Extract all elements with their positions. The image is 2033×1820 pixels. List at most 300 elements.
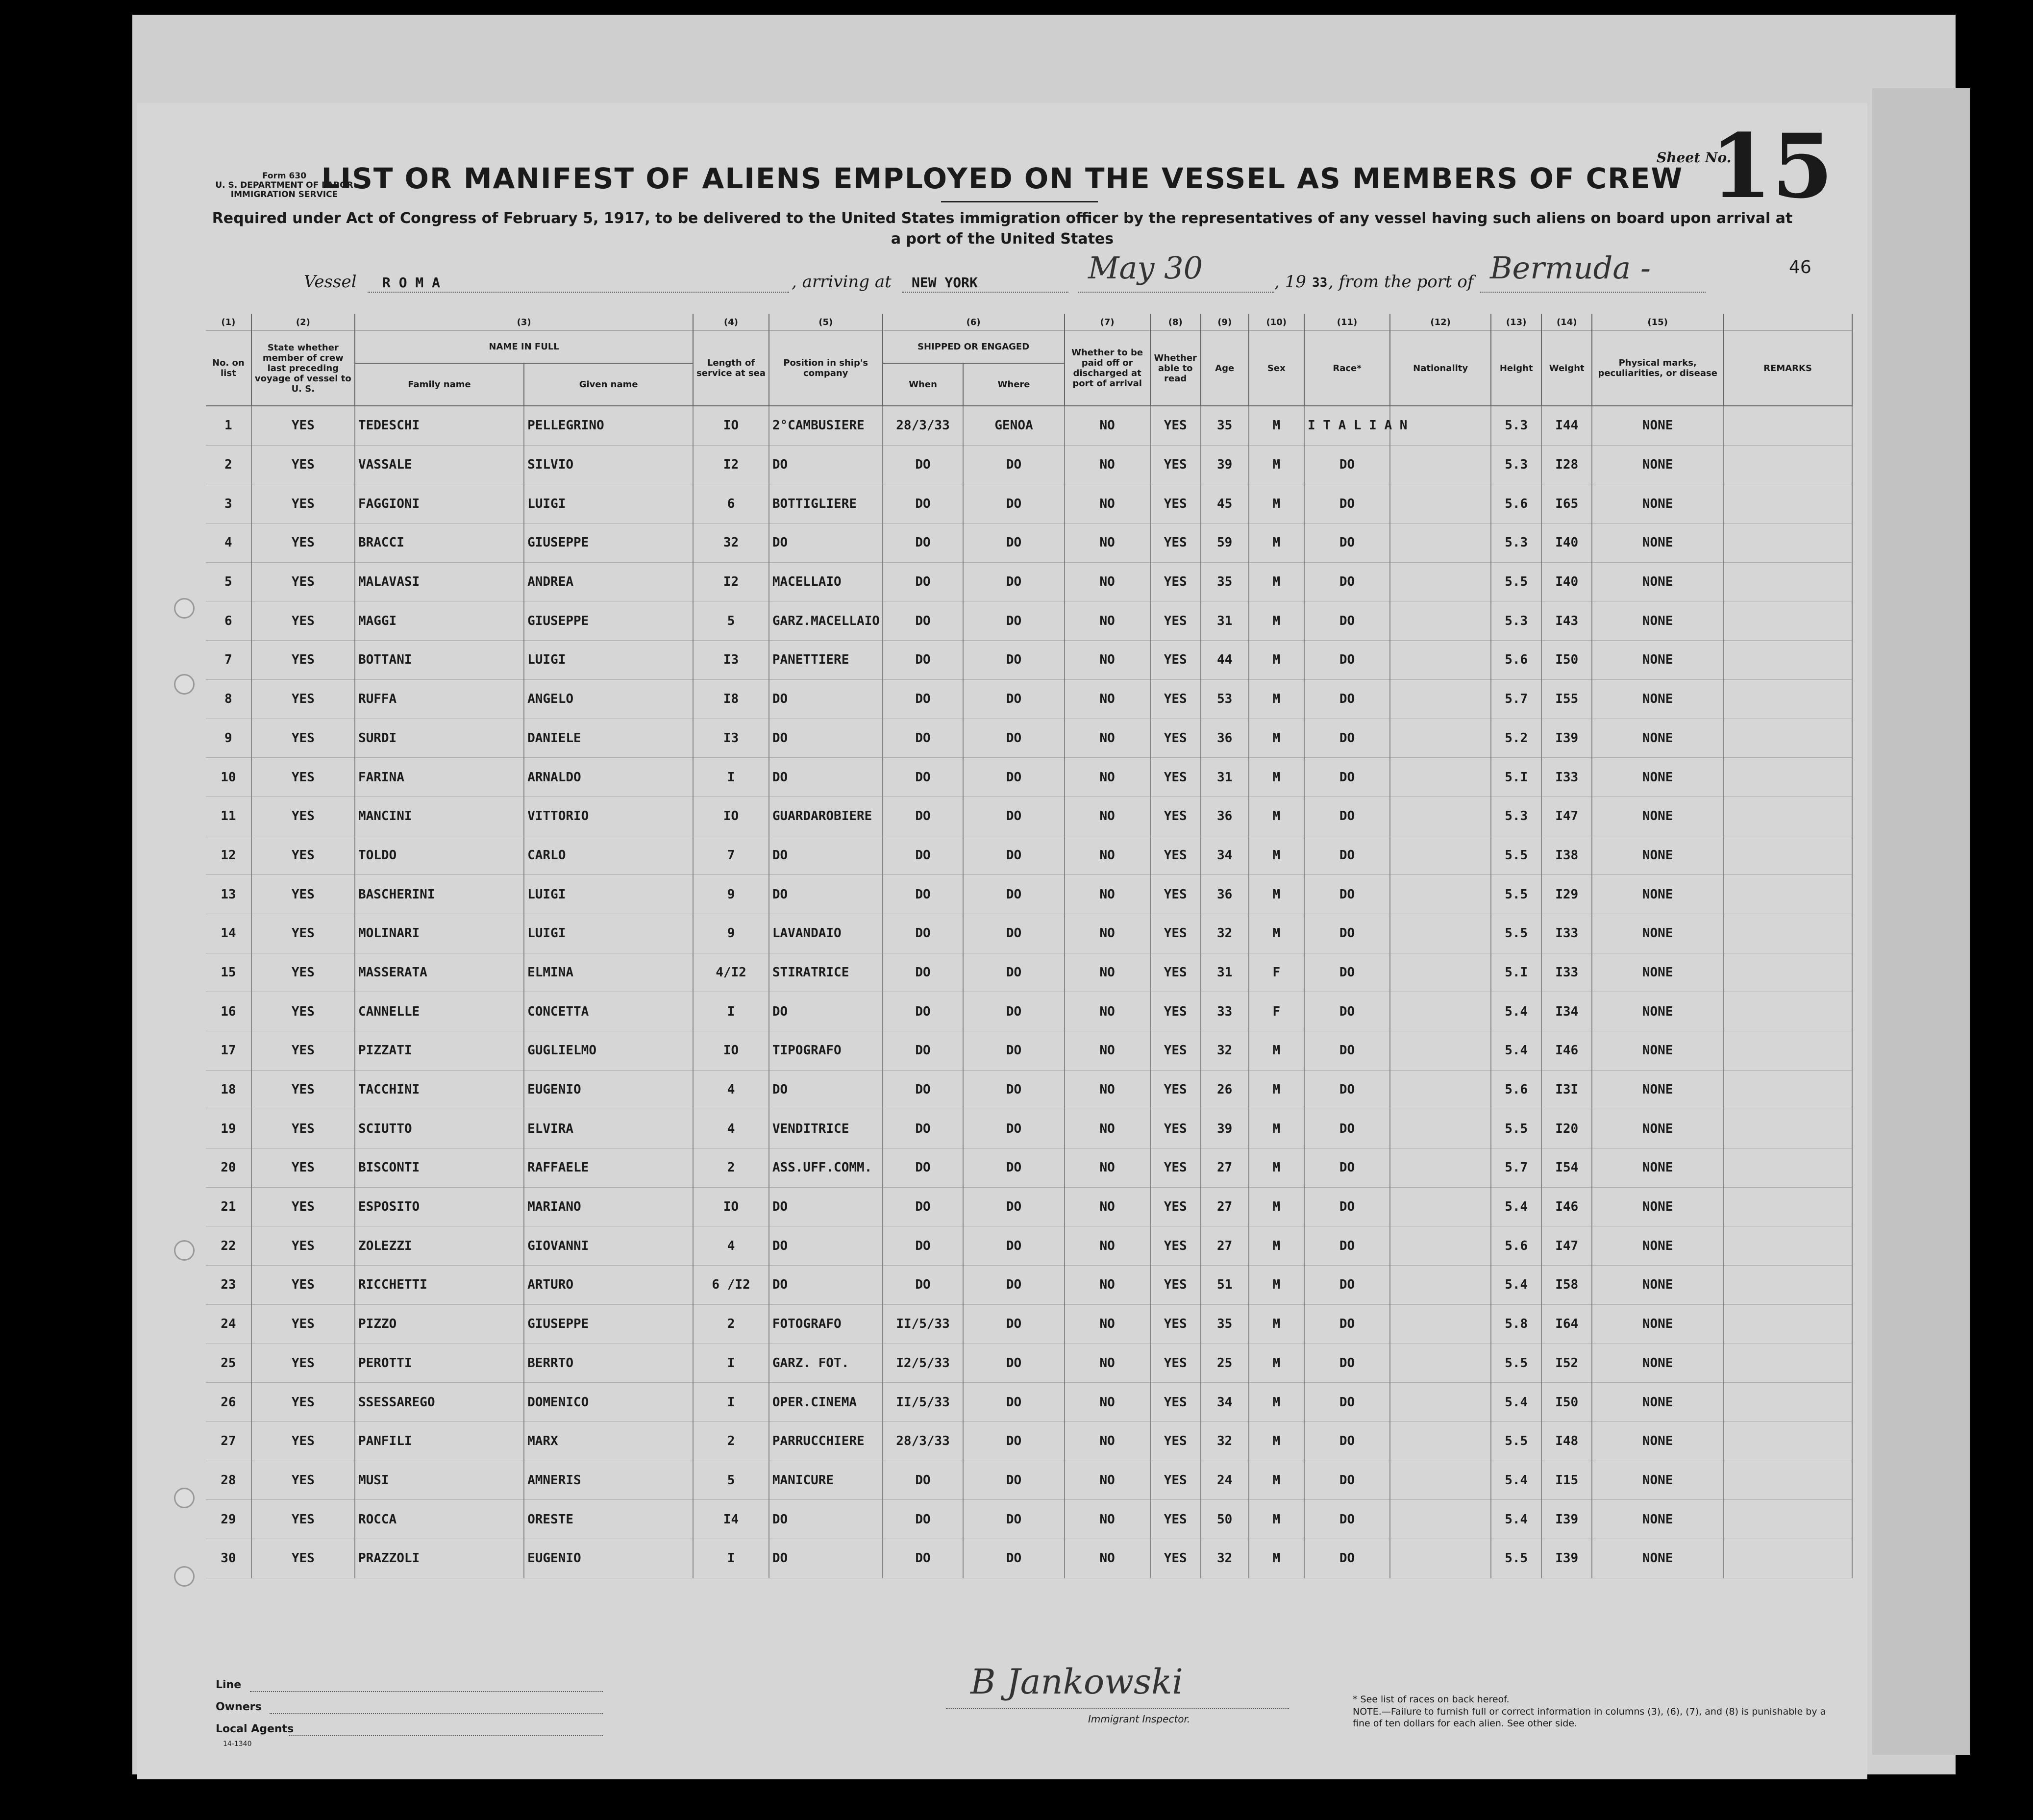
cell-physical-marks: NONE [1592,1304,1723,1344]
cell-able-to-read: YES [1150,679,1201,719]
cell-height: 5.7 [1491,1148,1541,1188]
cell-sex: M [1249,1539,1304,1578]
col-num-10: (10) [1249,314,1304,331]
cell-family-name: MALAVASI [355,562,524,601]
table-row [206,758,1852,797]
cell-paid-off: NO [1065,836,1150,875]
cell-weight: I34 [1541,992,1592,1031]
cell-weight: I54 [1541,1148,1592,1188]
cell-race: DO [1304,484,1390,524]
cell-row-number: 12 [206,836,251,875]
cell-age: 50 [1201,1500,1249,1539]
cell-race: DO [1304,953,1390,992]
col-num-11: (11) [1304,314,1390,331]
table-row [206,406,1852,445]
cell-remarks [1723,601,1852,641]
cell-physical-marks: NONE [1592,1070,1723,1109]
cell-nationality [1390,914,1491,953]
cell-nationality [1390,484,1491,524]
cell-member-last-voyage: YES [251,1031,355,1071]
cell-shipped-where: DO [963,679,1064,719]
cell-age: 31 [1201,758,1249,797]
cell-remarks [1723,1070,1852,1109]
cell-position: DO [769,1226,883,1266]
agents-field-line [289,1735,603,1736]
cell-shipped-where: DO [963,1383,1064,1422]
signature-line [946,1708,1289,1709]
cell-length-of-service: I8 [693,679,769,719]
cell-length-of-service: IO [693,1031,769,1071]
cell-family-name: VASSALE [355,445,524,484]
cell-shipped-when: DO [883,1187,964,1226]
cell-age: 27 [1201,1187,1249,1226]
cell-family-name: MOLINARI [355,914,524,953]
cell-able-to-read: YES [1150,1304,1201,1344]
cell-member-last-voyage: YES [251,679,355,719]
cell-height: 5.6 [1491,484,1541,524]
cell-given-name: LUIGI [524,641,693,680]
cell-weight: I29 [1541,875,1592,914]
col-num-8: (8) [1150,314,1201,331]
cell-shipped-where: DO [963,1070,1064,1109]
cell-given-name: LUIGI [524,875,693,914]
cell-able-to-read: YES [1150,797,1201,836]
cell-race: DO [1304,1226,1390,1266]
table-row [206,1344,1852,1383]
cell-height: 5.6 [1491,641,1541,680]
cell-position: OPER.CINEMA [769,1383,883,1422]
cell-given-name: ORESTE [524,1500,693,1539]
cell-sex: M [1249,758,1304,797]
cell-shipped-when: DO [883,484,964,524]
cell-height: 5.8 [1491,1304,1541,1344]
cell-able-to-read: YES [1150,1500,1201,1539]
cell-race: DO [1304,914,1390,953]
cell-age: 35 [1201,406,1249,445]
cell-position: BOTTIGLIERE [769,484,883,524]
cell-sex: M [1249,1344,1304,1383]
cell-able-to-read: YES [1150,445,1201,484]
cell-position: GARZ. FOT. [769,1344,883,1383]
cell-able-to-read: YES [1150,1383,1201,1422]
table-row [206,1226,1852,1266]
cell-sex: M [1249,1421,1304,1461]
cell-race: DO [1304,1266,1390,1305]
cell-member-last-voyage: YES [251,1344,355,1383]
cell-age: 32 [1201,1421,1249,1461]
cell-position: DO [769,758,883,797]
cell-weight: I46 [1541,1187,1592,1226]
cell-remarks [1723,1187,1852,1226]
cell-remarks [1723,679,1852,719]
cell-shipped-when: DO [883,1109,964,1148]
header-height: Height [1491,331,1541,406]
cell-remarks [1723,1304,1852,1344]
cell-age: 39 [1201,1109,1249,1148]
cell-length-of-service: 5 [693,1461,769,1500]
cell-length-of-service: 7 [693,836,769,875]
cell-given-name: DOMENICO [524,1383,693,1422]
cell-race: DO [1304,679,1390,719]
cell-given-name: EUGENIO [524,1539,693,1578]
cell-shipped-where: DO [963,1266,1064,1305]
header-able-to-read: Whether able to read [1150,331,1201,406]
cell-sex: F [1249,953,1304,992]
cell-given-name: ANDREA [524,562,693,601]
cell-shipped-where: DO [963,1539,1064,1578]
cell-physical-marks: NONE [1592,1187,1723,1226]
cell-family-name: ESPOSITO [355,1187,524,1226]
cell-height: 5.3 [1491,797,1541,836]
cell-sex: M [1249,875,1304,914]
cell-weight: I33 [1541,914,1592,953]
cell-shipped-where: DO [963,1148,1064,1188]
cell-position: DO [769,992,883,1031]
cell-weight: I50 [1541,641,1592,680]
cell-family-name: RICCHETTI [355,1266,524,1305]
cell-sex: M [1249,641,1304,680]
cell-physical-marks: NONE [1592,679,1723,719]
cell-paid-off: NO [1065,875,1150,914]
cell-family-name: RUFFA [355,679,524,719]
cell-position: DO [769,1539,883,1578]
cell-shipped-when: DO [883,1031,964,1071]
cell-remarks [1723,445,1852,484]
cell-shipped-where: DO [963,562,1064,601]
cell-able-to-read: YES [1150,1148,1201,1188]
cell-race: DO [1304,836,1390,875]
cell-weight: I47 [1541,1226,1592,1266]
page-subtitle: Required under Act of Congress of February 5, 1917, to be delivered to the United States immigration officer by the representatives of any vessel having such aliens on board upon arrival at a port of the United States [212,210,1793,248]
cell-position: DO [769,1266,883,1305]
cell-weight: I33 [1541,758,1592,797]
cell-position: ASS.UFF.COMM. [769,1148,883,1188]
col-num-12: (12) [1390,314,1491,331]
cell-member-last-voyage: YES [251,1187,355,1226]
cell-age: 24 [1201,1461,1249,1500]
cell-shipped-where: DO [963,1031,1064,1071]
cell-height: 5.5 [1491,1109,1541,1148]
vessel-field-line [368,292,789,293]
cell-able-to-read: YES [1150,524,1201,563]
cell-age: 51 [1201,1266,1249,1305]
cell-paid-off: NO [1065,1461,1150,1500]
cell-physical-marks: NONE [1592,562,1723,601]
cell-nationality [1390,1070,1491,1109]
cell-paid-off: NO [1065,1344,1150,1383]
cell-shipped-when: DO [883,797,964,836]
cell-position: PANETTIERE [769,641,883,680]
line-label: Line [216,1679,242,1691]
from-port-handwritten: Bermuda - [1490,250,1651,286]
cell-sex: M [1249,1070,1304,1109]
cell-row-number: 18 [206,1070,251,1109]
table-row [206,1031,1852,1071]
cell-age: 31 [1201,953,1249,992]
table-row [206,875,1852,914]
header-position: Position in ship's company [769,331,883,406]
sheet-number-label: Sheet No. [1657,150,1732,166]
cell-height: 5.4 [1491,1461,1541,1500]
cell-length-of-service: I [693,1344,769,1383]
cell-height: 5.3 [1491,601,1541,641]
cell-family-name: MASSERATA [355,953,524,992]
cell-nationality [1390,1031,1491,1071]
title-underline [941,201,1098,202]
cell-able-to-read: YES [1150,719,1201,758]
cell-weight: I65 [1541,484,1592,524]
cell-row-number: 4 [206,524,251,563]
cell-shipped-where: DO [963,1344,1064,1383]
cell-race: DO [1304,562,1390,601]
cell-length-of-service: IO [693,797,769,836]
cell-length-of-service: IO [693,406,769,445]
cell-nationality [1390,719,1491,758]
cell-family-name: ROCCA [355,1500,524,1539]
header-nationality: Nationality [1390,331,1491,406]
cell-position: DO [769,875,883,914]
cell-shipped-when: DO [883,719,964,758]
cell-sex: M [1249,1031,1304,1071]
cell-given-name: ELMINA [524,953,693,992]
cell-member-last-voyage: YES [251,1070,355,1109]
header-no-on-list: No. on list [206,331,251,406]
cell-row-number: 28 [206,1461,251,1500]
cell-weight: I33 [1541,953,1592,992]
header-shipped-or-engaged: SHIPPED OR ENGAGED [883,331,1065,364]
cell-given-name: CONCETTA [524,992,693,1031]
cell-age: 32 [1201,914,1249,953]
cell-member-last-voyage: YES [251,1500,355,1539]
table-row [206,1304,1852,1344]
cell-row-number: 16 [206,992,251,1031]
cell-row-number: 24 [206,1304,251,1344]
cell-member-last-voyage: YES [251,445,355,484]
cell-family-name: SSESSAREGO [355,1383,524,1422]
cell-nationality [1390,1383,1491,1422]
cell-nationality [1390,1539,1491,1578]
cell-able-to-read: YES [1150,1344,1201,1383]
cell-nationality [1390,1304,1491,1344]
cell-able-to-read: YES [1150,914,1201,953]
cell-shipped-when: DO [883,992,964,1031]
cell-row-number: 3 [206,484,251,524]
cell-shipped-where: DO [963,836,1064,875]
cell-shipped-when: DO [883,836,964,875]
arriving-label: , arriving at [792,272,892,292]
cell-family-name: TEDESCHI [355,406,524,445]
cell-shipped-when: DO [883,1070,964,1109]
cell-length-of-service: I3 [693,719,769,758]
cell-paid-off: NO [1065,1266,1150,1305]
col-num-7: (7) [1065,314,1150,331]
owners-field-line [270,1713,603,1714]
cell-physical-marks: NONE [1592,953,1723,992]
cell-remarks [1723,484,1852,524]
cell-shipped-where: DO [963,601,1064,641]
cell-remarks [1723,1461,1852,1500]
cell-weight: I48 [1541,1421,1592,1461]
cell-given-name: PELLEGRINO [524,406,693,445]
cell-sex: M [1249,797,1304,836]
cell-physical-marks: NONE [1592,406,1723,445]
cell-family-name: MANCINI [355,797,524,836]
cell-given-name: RAFFAELE [524,1148,693,1188]
cell-row-number: 6 [206,601,251,641]
cell-physical-marks: NONE [1592,1226,1723,1266]
cell-height: 5.4 [1491,1500,1541,1539]
cell-length-of-service: 6 [693,484,769,524]
cell-physical-marks: NONE [1592,1461,1723,1500]
cell-position: MANICURE [769,1461,883,1500]
cell-given-name: EUGENIO [524,1070,693,1109]
crew-table [206,314,1853,1578]
cell-shipped-when: 28/3/33 [883,406,964,445]
cell-row-number: 15 [206,953,251,992]
cell-age: 44 [1201,641,1249,680]
cell-height: 5.3 [1491,406,1541,445]
cell-family-name: SCIUTTO [355,1109,524,1148]
cell-age: 35 [1201,1304,1249,1344]
col-num-1: (1) [206,314,251,331]
cell-weight: I50 [1541,1383,1592,1422]
cell-length-of-service: I2 [693,562,769,601]
cell-shipped-when: DO [883,524,964,563]
header-sex: Sex [1249,331,1304,406]
cell-height: 5.5 [1491,1539,1541,1578]
cell-position: DO [769,679,883,719]
cell-race: DO [1304,1109,1390,1148]
table-body [206,406,1852,1578]
cell-given-name: MARIANO [524,1187,693,1226]
cell-given-name: VITTORIO [524,797,693,836]
cell-member-last-voyage: YES [251,524,355,563]
cell-sex: M [1249,1187,1304,1226]
crew-table-wrapper [206,314,1853,1645]
cell-physical-marks: NONE [1592,1500,1723,1539]
cell-shipped-where: DO [963,1500,1064,1539]
cell-age: 34 [1201,1383,1249,1422]
cell-physical-marks: NONE [1592,719,1723,758]
cell-member-last-voyage: YES [251,758,355,797]
cell-physical-marks: NONE [1592,484,1723,524]
cell-shipped-where: DO [963,797,1064,836]
cell-weight: I40 [1541,524,1592,563]
cell-paid-off: NO [1065,1421,1150,1461]
cell-able-to-read: YES [1150,562,1201,601]
cell-shipped-where: DO [963,875,1064,914]
cell-height: 5.4 [1491,1383,1541,1422]
col-num-4: (4) [693,314,769,331]
cell-shipped-where: DO [963,641,1064,680]
header-age: Age [1201,331,1249,406]
table-row [206,836,1852,875]
cell-sex: M [1249,719,1304,758]
cell-able-to-read: YES [1150,875,1201,914]
table-row [206,953,1852,992]
cell-given-name: BERRTO [524,1344,693,1383]
cell-family-name: TOLDO [355,836,524,875]
cell-race: DO [1304,875,1390,914]
table-row [206,524,1852,563]
cell-weight: I39 [1541,719,1592,758]
cell-able-to-read: YES [1150,484,1201,524]
cell-position: LAVANDAIO [769,914,883,953]
local-agents-label: Local Agents [216,1723,294,1735]
cell-position: MACELLAIO [769,562,883,601]
cell-shipped-where: DO [963,1304,1064,1344]
table-row [206,679,1852,719]
cell-paid-off: NO [1065,1383,1150,1422]
from-port-field-line [1480,292,1706,293]
cell-given-name: CARLO [524,836,693,875]
cell-weight: I47 [1541,797,1592,836]
cell-member-last-voyage: YES [251,641,355,680]
cell-nationality [1390,1421,1491,1461]
cell-shipped-when: II/5/33 [883,1383,964,1422]
cell-nationality [1390,1226,1491,1266]
cell-row-number: 10 [206,758,251,797]
date-field-line [1078,292,1274,293]
cell-race: DO [1304,1070,1390,1109]
table-row [206,1070,1852,1109]
table-row [206,1148,1852,1188]
cell-able-to-read: YES [1150,758,1201,797]
cell-nationality [1390,1187,1491,1226]
cell-age: 26 [1201,1070,1249,1109]
cell-given-name: AMNERIS [524,1461,693,1500]
cell-sex: M [1249,1226,1304,1266]
cell-sex: M [1249,524,1304,563]
cell-length-of-service: 2 [693,1304,769,1344]
cell-position: DO [769,1070,883,1109]
cell-family-name: MUSI [355,1461,524,1500]
cell-sex: M [1249,1304,1304,1344]
cell-physical-marks: NONE [1592,445,1723,484]
cell-able-to-read: YES [1150,1031,1201,1071]
cell-shipped-where: DO [963,484,1064,524]
cell-sex: M [1249,679,1304,719]
cell-nationality [1390,758,1491,797]
cell-shipped-where: GENOA [963,406,1064,445]
table-row [206,601,1852,641]
cell-remarks [1723,641,1852,680]
binder-hole [174,598,195,619]
year-prefix: , 19 [1274,272,1306,292]
cell-shipped-where: DO [963,524,1064,563]
cell-shipped-when: DO [883,601,964,641]
sheet-number: 15 [1711,115,1834,218]
cell-remarks [1723,1109,1852,1148]
cell-given-name: GIUSEPPE [524,524,693,563]
cell-paid-off: NO [1065,1031,1150,1071]
cell-able-to-read: YES [1150,1187,1201,1226]
cell-remarks [1723,797,1852,836]
header-name-in-full: NAME IN FULL [355,331,693,364]
cell-weight: I38 [1541,836,1592,875]
cell-paid-off: NO [1065,641,1150,680]
table-row [206,641,1852,680]
cell-weight: I58 [1541,1266,1592,1305]
cell-member-last-voyage: YES [251,1226,355,1266]
table-row [206,445,1852,484]
cell-shipped-where: DO [963,1187,1064,1226]
cell-member-last-voyage: YES [251,875,355,914]
cell-able-to-read: YES [1150,1539,1201,1578]
cell-position: TIPOGRAFO [769,1031,883,1071]
cell-sex: M [1249,562,1304,601]
cell-given-name: SILVIO [524,445,693,484]
